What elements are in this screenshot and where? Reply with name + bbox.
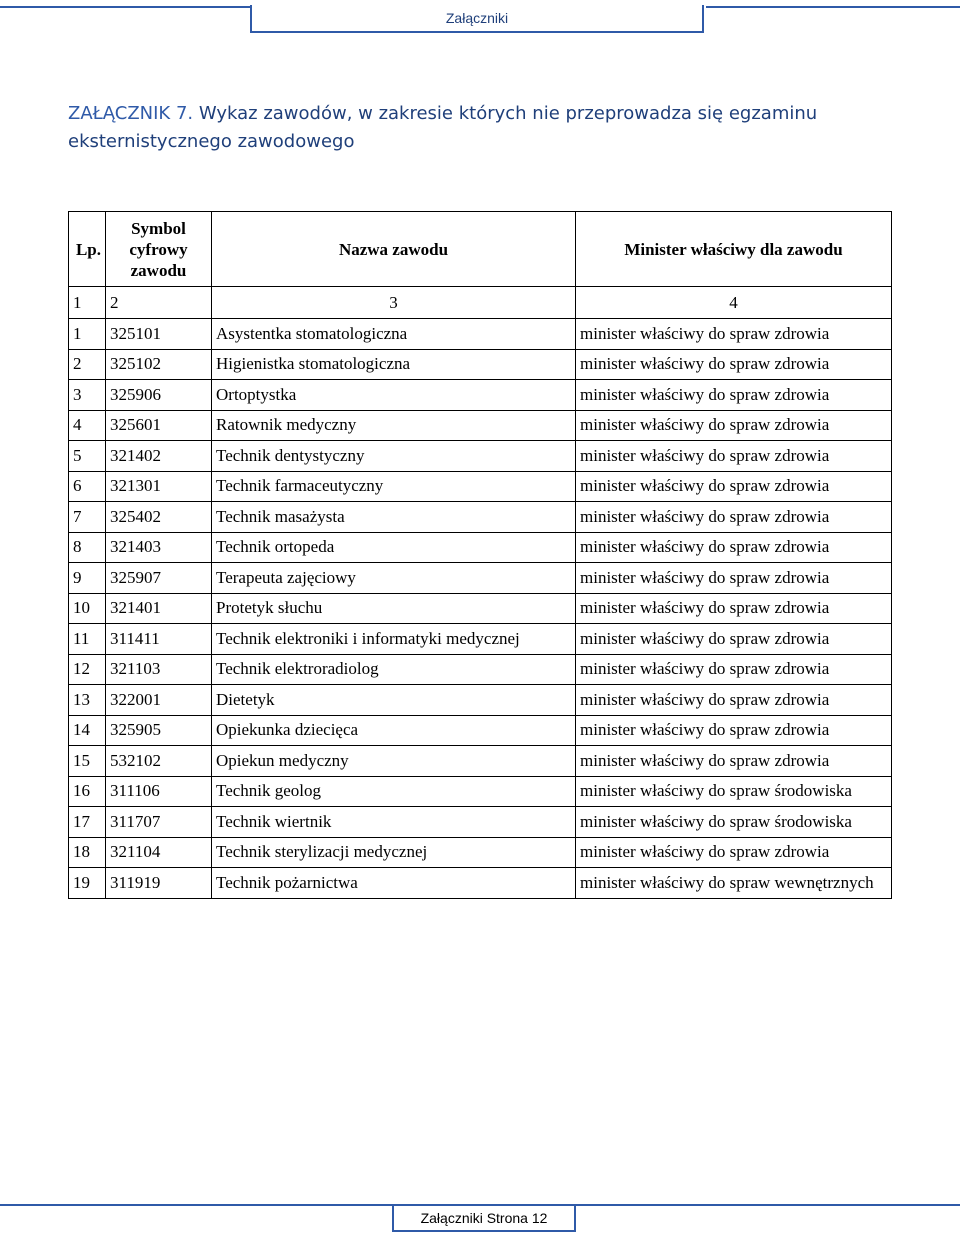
row-name: Technik ortopeda xyxy=(212,532,576,563)
table-row xyxy=(69,837,892,868)
table-row xyxy=(69,776,892,807)
row-lp: 12 xyxy=(69,654,106,685)
table-row xyxy=(69,868,892,899)
row-lp: 14 xyxy=(69,715,106,746)
row-minister: minister właściwy do spraw zdrowia xyxy=(576,502,892,533)
row-lp: 6 xyxy=(69,471,106,502)
row-lp: 10 xyxy=(69,593,106,624)
row-minister: minister właściwy do spraw zdrowia xyxy=(576,837,892,868)
document-title xyxy=(68,100,908,156)
row-minister: minister właściwy do spraw zdrowia xyxy=(576,685,892,716)
row-code: 311106 xyxy=(106,776,212,807)
header-rule-left xyxy=(0,6,250,8)
row-minister: minister właściwy do spraw zdrowia xyxy=(576,380,892,411)
table-row xyxy=(69,563,892,594)
row-name: Dietetyk xyxy=(212,685,576,716)
row-code: 321104 xyxy=(106,837,212,868)
row-name: Technik sterylizacji medycznej xyxy=(212,837,576,868)
row-lp: 19 xyxy=(69,868,106,899)
row-lp: 9 xyxy=(69,563,106,594)
row-minister: minister właściwy do spraw wewnętrznych xyxy=(576,868,892,899)
row-minister: minister właściwy do spraw zdrowia xyxy=(576,563,892,594)
table-row xyxy=(69,715,892,746)
row-code: 325601 xyxy=(106,410,212,441)
column-number-row xyxy=(69,287,892,319)
row-code: 325907 xyxy=(106,563,212,594)
header-lp: Lp. xyxy=(69,212,106,287)
row-minister: minister właściwy do spraw środowiska xyxy=(576,807,892,838)
attachment-title-text: Wykaz zawodów, w zakresie których nie przeprowadza się egzaminu eksternistycznego zawodowego xyxy=(68,103,818,152)
row-name: Ratownik medyczny xyxy=(212,410,576,441)
row-lp: 15 xyxy=(69,746,106,777)
table-row xyxy=(69,410,892,441)
attachment-label: ZAŁĄCZNIK 7. xyxy=(68,103,194,124)
table-row xyxy=(69,380,892,411)
row-code: 321301 xyxy=(106,471,212,502)
row-code: 311707 xyxy=(106,807,212,838)
table-row xyxy=(69,532,892,563)
column-number: 1 xyxy=(69,287,106,319)
row-minister: minister właściwy do spraw zdrowia xyxy=(576,624,892,655)
row-lp: 7 xyxy=(69,502,106,533)
table-row xyxy=(69,502,892,533)
table-row xyxy=(69,441,892,472)
row-minister: minister właściwy do spraw środowiska xyxy=(576,776,892,807)
row-minister: minister właściwy do spraw zdrowia xyxy=(576,715,892,746)
row-name: Technik farmaceutyczny xyxy=(212,471,576,502)
row-name: Technik elektroradiolog xyxy=(212,654,576,685)
table-header-row xyxy=(69,212,892,287)
row-lp: 17 xyxy=(69,807,106,838)
table-row xyxy=(69,624,892,655)
row-minister: minister właściwy do spraw zdrowia xyxy=(576,349,892,380)
row-lp: 18 xyxy=(69,837,106,868)
row-minister: minister właściwy do spraw zdrowia xyxy=(576,654,892,685)
occupations-table xyxy=(68,211,892,899)
row-code: 325906 xyxy=(106,380,212,411)
row-name: Protetyk słuchu xyxy=(212,593,576,624)
table-row xyxy=(69,807,892,838)
row-code: 325905 xyxy=(106,715,212,746)
row-minister: minister właściwy do spraw zdrowia xyxy=(576,471,892,502)
page-footer: Załączniki Strona 12 xyxy=(392,1204,576,1232)
header-symbol-text: Symbol cyfrowy zawodu xyxy=(129,218,188,280)
row-lp: 5 xyxy=(69,441,106,472)
row-lp: 4 xyxy=(69,410,106,441)
row-minister: minister właściwy do spraw zdrowia xyxy=(576,593,892,624)
row-minister: minister właściwy do spraw zdrowia xyxy=(576,441,892,472)
row-code: 311411 xyxy=(106,624,212,655)
row-minister: minister właściwy do spraw zdrowia xyxy=(576,532,892,563)
row-name: Technik pożarnictwa xyxy=(212,868,576,899)
row-code: 321403 xyxy=(106,532,212,563)
row-name: Asystentka stomatologiczna xyxy=(212,319,576,350)
table-row xyxy=(69,349,892,380)
row-name: Opiekunka dziecięca xyxy=(212,715,576,746)
row-minister: minister właściwy do spraw zdrowia xyxy=(576,746,892,777)
header-minister: Minister właściwy dla zawodu xyxy=(576,212,892,287)
row-name: Technik geolog xyxy=(212,776,576,807)
row-code: 321401 xyxy=(106,593,212,624)
row-name: Opiekun medyczny xyxy=(212,746,576,777)
row-code: 321402 xyxy=(106,441,212,472)
page-header: Załączniki xyxy=(250,5,704,33)
row-minister: minister właściwy do spraw zdrowia xyxy=(576,410,892,441)
table-row xyxy=(69,593,892,624)
column-number: 3 xyxy=(212,287,576,319)
row-name: Technik elektroniki i informatyki medycznej xyxy=(212,624,576,655)
row-lp: 2 xyxy=(69,349,106,380)
row-code: 311919 xyxy=(106,868,212,899)
row-code: 321103 xyxy=(106,654,212,685)
row-name: Terapeuta zajęciowy xyxy=(212,563,576,594)
row-name: Higienistka stomatologiczna xyxy=(212,349,576,380)
header-rule-right xyxy=(706,6,960,8)
row-lp: 3 xyxy=(69,380,106,411)
header-name: Nazwa zawodu xyxy=(212,212,576,287)
table-row xyxy=(69,654,892,685)
row-lp: 8 xyxy=(69,532,106,563)
row-name: Ortoptystka xyxy=(212,380,576,411)
footer-rule-left xyxy=(0,1204,392,1206)
table-row xyxy=(69,319,892,350)
table-row xyxy=(69,746,892,777)
row-code: 325102 xyxy=(106,349,212,380)
row-name: Technik wiertnik xyxy=(212,807,576,838)
row-minister: minister właściwy do spraw zdrowia xyxy=(576,319,892,350)
row-lp: 16 xyxy=(69,776,106,807)
row-name: Technik masażysta xyxy=(212,502,576,533)
row-lp: 11 xyxy=(69,624,106,655)
row-lp: 13 xyxy=(69,685,106,716)
row-code: 325101 xyxy=(106,319,212,350)
footer-rule-right xyxy=(576,1204,960,1206)
table-row xyxy=(69,471,892,502)
row-code: 322001 xyxy=(106,685,212,716)
header-symbol xyxy=(106,212,212,287)
column-number: 2 xyxy=(106,287,212,319)
table-row xyxy=(69,685,892,716)
row-name: Technik dentystyczny xyxy=(212,441,576,472)
row-code: 325402 xyxy=(106,502,212,533)
row-lp: 1 xyxy=(69,319,106,350)
row-code: 532102 xyxy=(106,746,212,777)
column-number: 4 xyxy=(576,287,892,319)
